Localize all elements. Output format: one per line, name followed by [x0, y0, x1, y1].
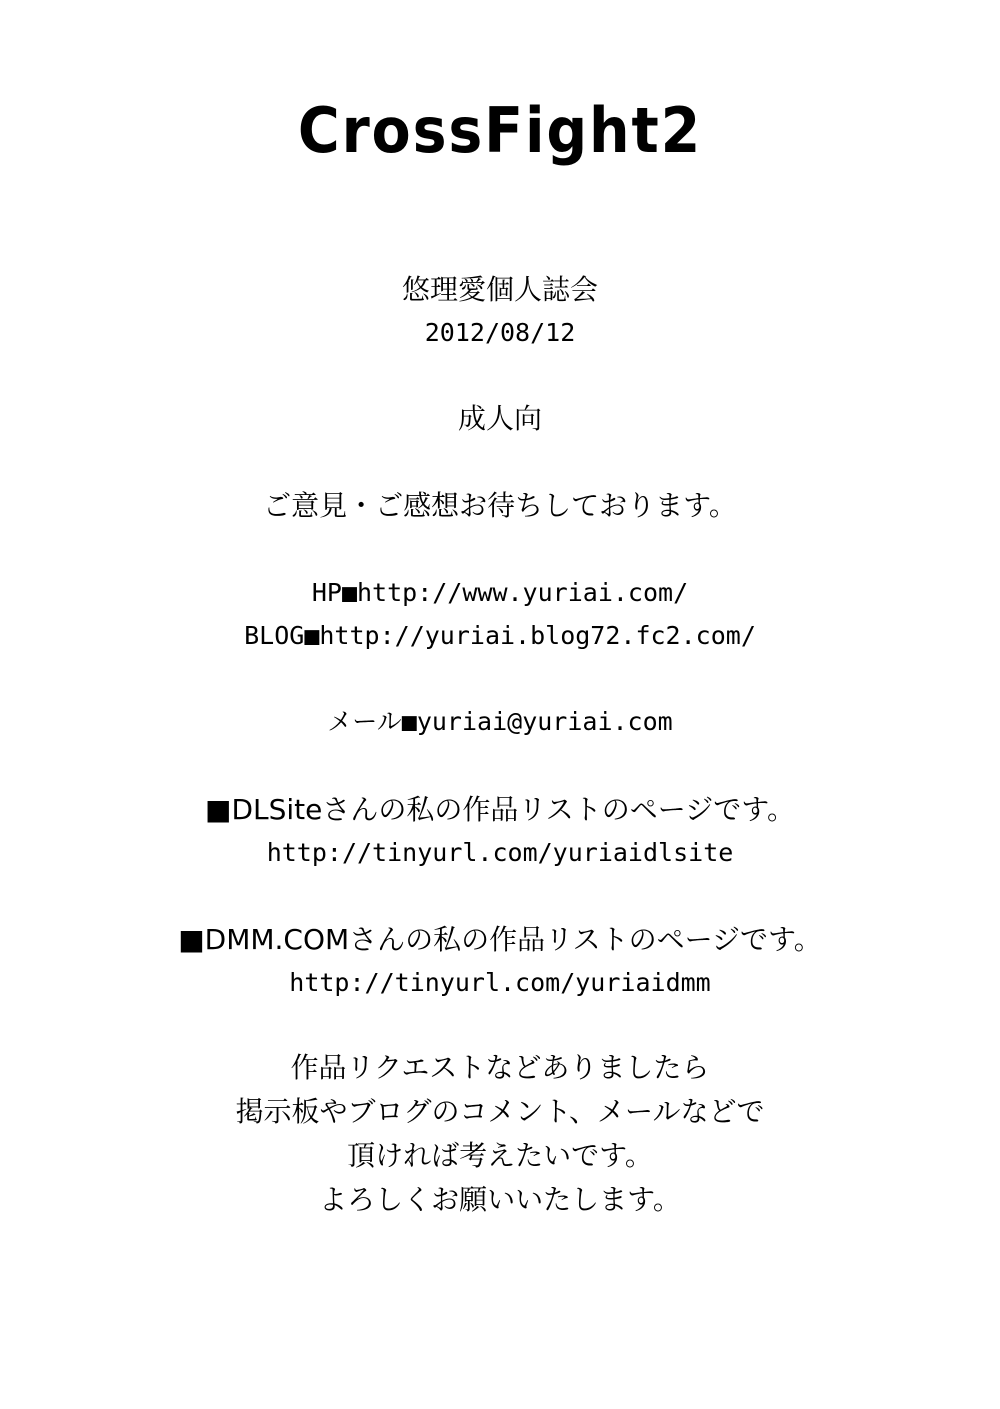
- closing-line: 掲示板やブログのコメント、メールなどで: [235, 1095, 765, 1128]
- dmm-link[interactable]: http://tinyurl.com/yuriaidmm: [289, 968, 711, 997]
- feedback-text: ご意見・ご感想お待ちしております。: [263, 489, 737, 522]
- mail-link[interactable]: メール■yuriai@yuriai.com: [327, 707, 673, 736]
- dlsite-link[interactable]: http://tinyurl.com/yuriaidlsite: [266, 838, 734, 867]
- publish-date: 2012/08/12: [424, 318, 576, 347]
- homepage-link[interactable]: HP■http://www.yuriai.com/: [311, 578, 689, 607]
- dmm-label: ■DMM.COMさんの私の作品リストのページです。: [178, 923, 822, 956]
- book-title: CrossFight2: [297, 94, 703, 167]
- dlsite-label: ■DLSiteさんの私の作品リストのページです。: [204, 793, 795, 826]
- rating-label: 成人向: [457, 402, 542, 435]
- closing-line: よろしくお願いいたします。: [319, 1183, 681, 1216]
- circle-name: 悠理愛個人誌会: [401, 273, 598, 306]
- closing-line: 作品リクエストなどありましたら: [290, 1051, 710, 1084]
- blog-link[interactable]: BLOG■http://yuriai.blog72.fc2.com/: [244, 621, 756, 650]
- closing-line: 頂ければ考えたいです。: [347, 1139, 653, 1172]
